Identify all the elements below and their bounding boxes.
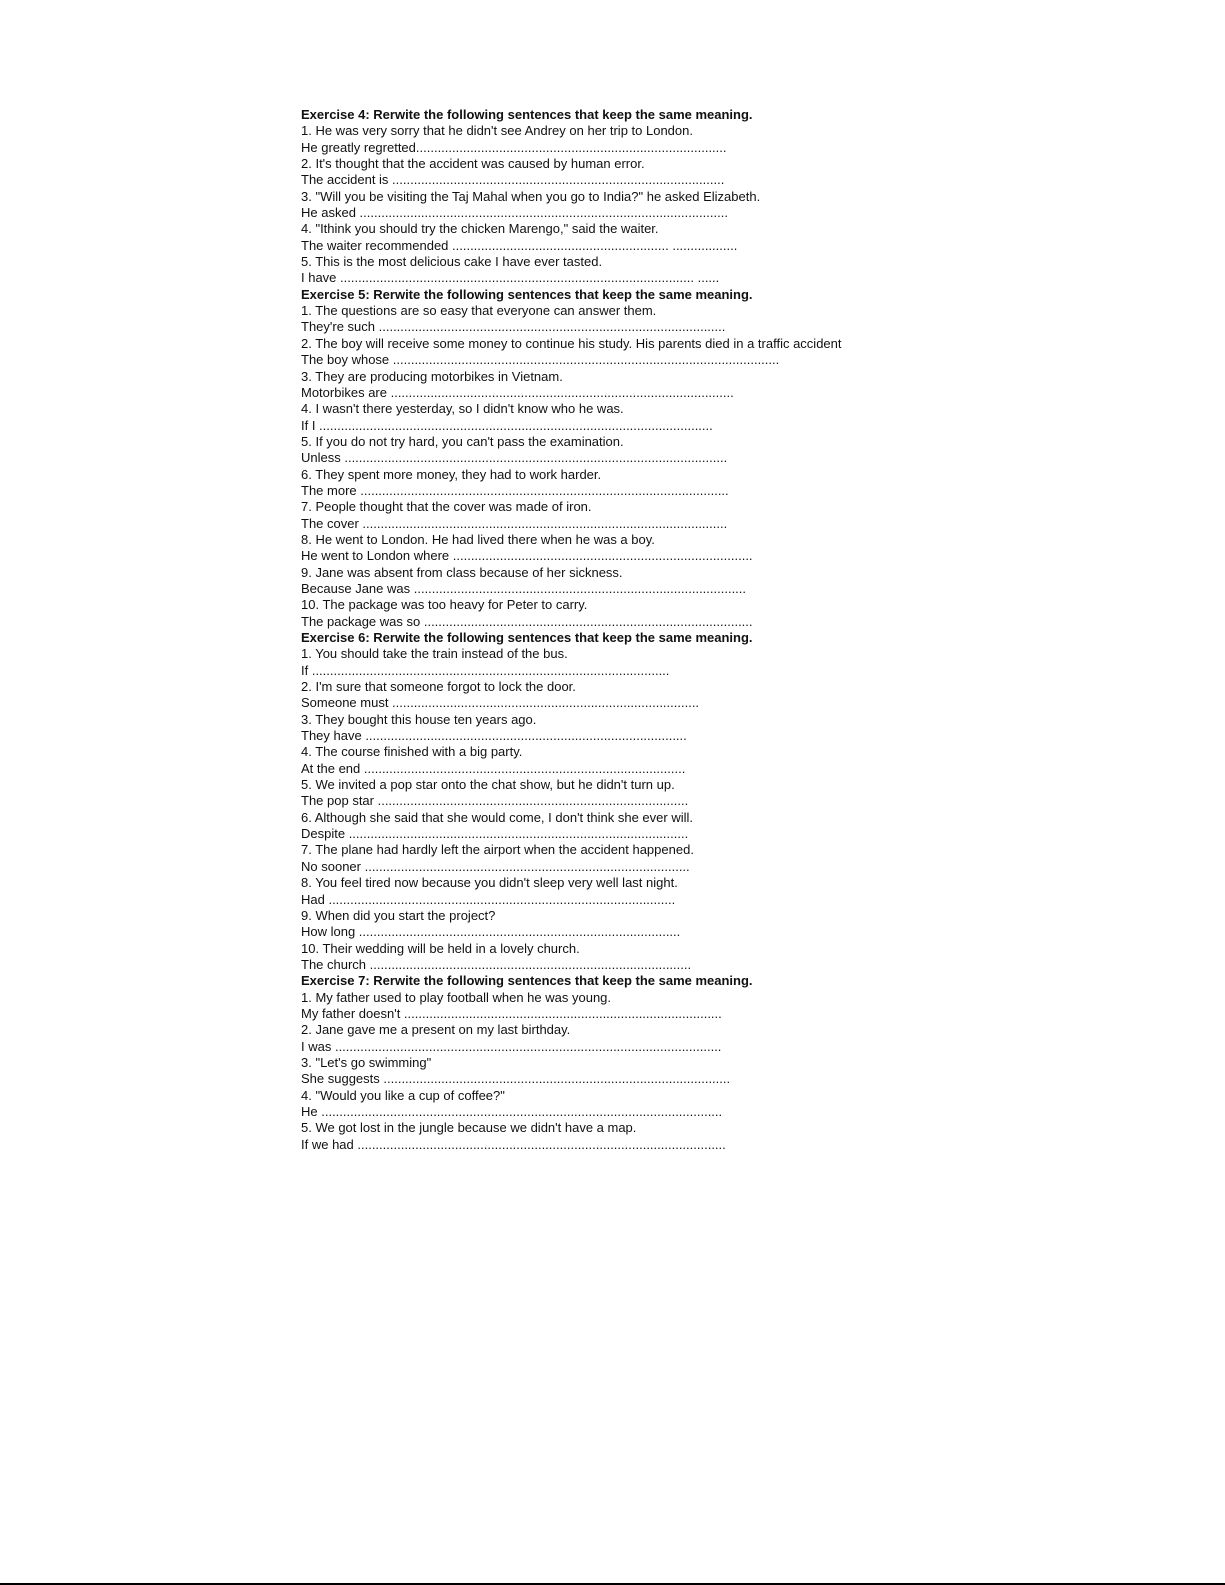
- worksheet-page: [301, 107, 1201, 1153]
- exercise-prompt: 6. They spent more money, they had to work harder.: [301, 466, 602, 482]
- answer-line: Motorbikes are ...............................................................................................: [301, 384, 734, 400]
- answer-line: He greatly regretted......................................................................................: [301, 139, 727, 155]
- exercise-prompt: 1. You should take the train instead of the bus.: [301, 646, 568, 662]
- answer-line: At the end .........................................................................................: [301, 760, 686, 776]
- answer-line: He ...............................................................................................................: [301, 1103, 723, 1119]
- answer-line: They have .........................................................................................: [301, 728, 687, 744]
- answer-line: Someone must .....................................................................................: [301, 695, 700, 711]
- exercise-prompt: 2. I'm sure that someone forgot to lock the door.: [301, 679, 576, 695]
- exercise-prompt: 4. "Ithink you should try the chicken Marengo," said the waiter.: [301, 221, 659, 237]
- exercise-prompt: 1. He was very sorry that he didn't see Andrey on her trip to London.: [301, 123, 693, 139]
- exercise-prompt: 1. The questions are so easy that everyone can answer them.: [301, 303, 657, 319]
- answer-line: Had ................................................................................................: [301, 891, 676, 907]
- answer-line: If we had ......................................................................................................: [301, 1136, 726, 1152]
- answer-line: I was ...........................................................................................................: [301, 1038, 722, 1054]
- answer-line: She suggests ................................................................................................: [301, 1071, 731, 1087]
- exercise-prompt: 3. They bought this house ten years ago.: [301, 711, 537, 727]
- exercise-prompt: 2. The boy will receive some money to continue his study. His parents died in a traffic accident: [301, 335, 842, 351]
- answer-line: Despite ..............................................................................................: [301, 826, 689, 842]
- exercise-heading: Exercise 7: Rerwite the following sentences that keep the same meaning.: [301, 973, 753, 989]
- exercise-prompt: 10. Their wedding will be held in a lovely church.: [301, 940, 580, 956]
- exercise-prompt: 3. They are producing motorbikes in Vietnam.: [301, 368, 563, 384]
- answer-line: Because Jane was ............................................................................................: [301, 580, 747, 596]
- exercise-prompt: 2. It's thought that the accident was caused by human error.: [301, 156, 645, 172]
- exercise-prompt: 2. Jane gave me a present on my last birthday.: [301, 1022, 571, 1038]
- answer-line: The accident is ............................................................................................: [301, 172, 725, 188]
- answer-line: If ...................................................................................................: [301, 662, 670, 678]
- exercise-prompt: 4. The course finished with a big party.: [301, 744, 523, 760]
- answer-line: He went to London where ...................................................................................: [301, 548, 753, 564]
- exercise-prompt: 6. Although she said that she would come, I don't think she ever will.: [301, 809, 693, 825]
- exercise-prompt: 1. My father used to play football when he was young.: [301, 989, 612, 1005]
- exercise-heading: Exercise 6: Rerwite the following sentences that keep the same meaning.: [301, 630, 753, 645]
- exercise-prompt: 9. Jane was absent from class because of her sickness.: [301, 564, 623, 580]
- exercise-heading: Exercise 4: Rerwite the following sentences that keep the same meaning.: [301, 107, 753, 122]
- exercise-prompt: 8. He went to London. He had lived there when he was a boy.: [301, 531, 655, 547]
- answer-line: If I .............................................................................................................: [301, 417, 713, 433]
- answer-line: The church .........................................................................................: [301, 956, 692, 972]
- answer-line: The package was so ...........................................................................................: [301, 613, 753, 629]
- exercise-prompt: 7. The plane had hardly left the airport when the accident happened.: [301, 842, 694, 858]
- answer-line: They're such ................................................................................................: [301, 319, 726, 335]
- answer-line: My father doesn't ........................................................................................: [301, 1005, 722, 1021]
- answer-line: The cover .....................................................................................................: [301, 515, 728, 531]
- answer-line: The waiter recommended ............................................................ ..................: [301, 237, 738, 253]
- exercise-prompt: 5. If you do not try hard, you can't pass the examination.: [301, 433, 624, 449]
- answer-line: The boy whose ...........................................................................................................: [301, 352, 780, 368]
- exercise-prompt: 4. I wasn't there yesterday, so I didn't know who he was.: [301, 401, 624, 417]
- answer-line: The more ......................................................................................................: [301, 482, 729, 498]
- exercise-prompt: 5. This is the most delicious cake I have ever tasted.: [301, 254, 603, 270]
- exercise-prompt: 9. When did you start the project?: [301, 907, 496, 923]
- exercise-prompt: 3. "Let's go swimming": [301, 1054, 432, 1070]
- exercise-prompt: 5. We got lost in the jungle because we didn't have a map.: [301, 1120, 637, 1136]
- exercise-section: [301, 973, 1201, 1153]
- exercise-section: [301, 630, 1201, 973]
- exercise-prompt: 5. We invited a pop star onto the chat show, but he didn't turn up.: [301, 777, 675, 793]
- exercise-prompt: 7. People thought that the cover was made of iron.: [301, 499, 592, 515]
- exercise-prompt: 3. "Will you be visiting the Taj Mahal when you go to India?" he asked Elizabeth.: [301, 188, 761, 204]
- exercise-section: [301, 287, 1201, 630]
- answer-line: How long .........................................................................................: [301, 924, 681, 940]
- answer-line: He asked ......................................................................................................: [301, 205, 728, 221]
- exercise-prompt: 8. You feel tired now because you didn't sleep very well last night.: [301, 875, 678, 891]
- exercise-prompt: 4. "Would you like a cup of coffee?": [301, 1087, 505, 1103]
- exercise-prompt: 10. The package was too heavy for Peter to carry.: [301, 597, 588, 613]
- answer-line: The pop star ......................................................................................: [301, 793, 689, 809]
- answer-line: I have .................................................................................................. ......: [301, 270, 720, 286]
- exercise-section: [301, 107, 1201, 287]
- answer-line: Unless ..........................................................................................................: [301, 450, 728, 466]
- answer-line: No sooner ..........................................................................................: [301, 858, 690, 874]
- exercise-heading: Exercise 5: Rerwite the following sentences that keep the same meaning.: [301, 286, 753, 302]
